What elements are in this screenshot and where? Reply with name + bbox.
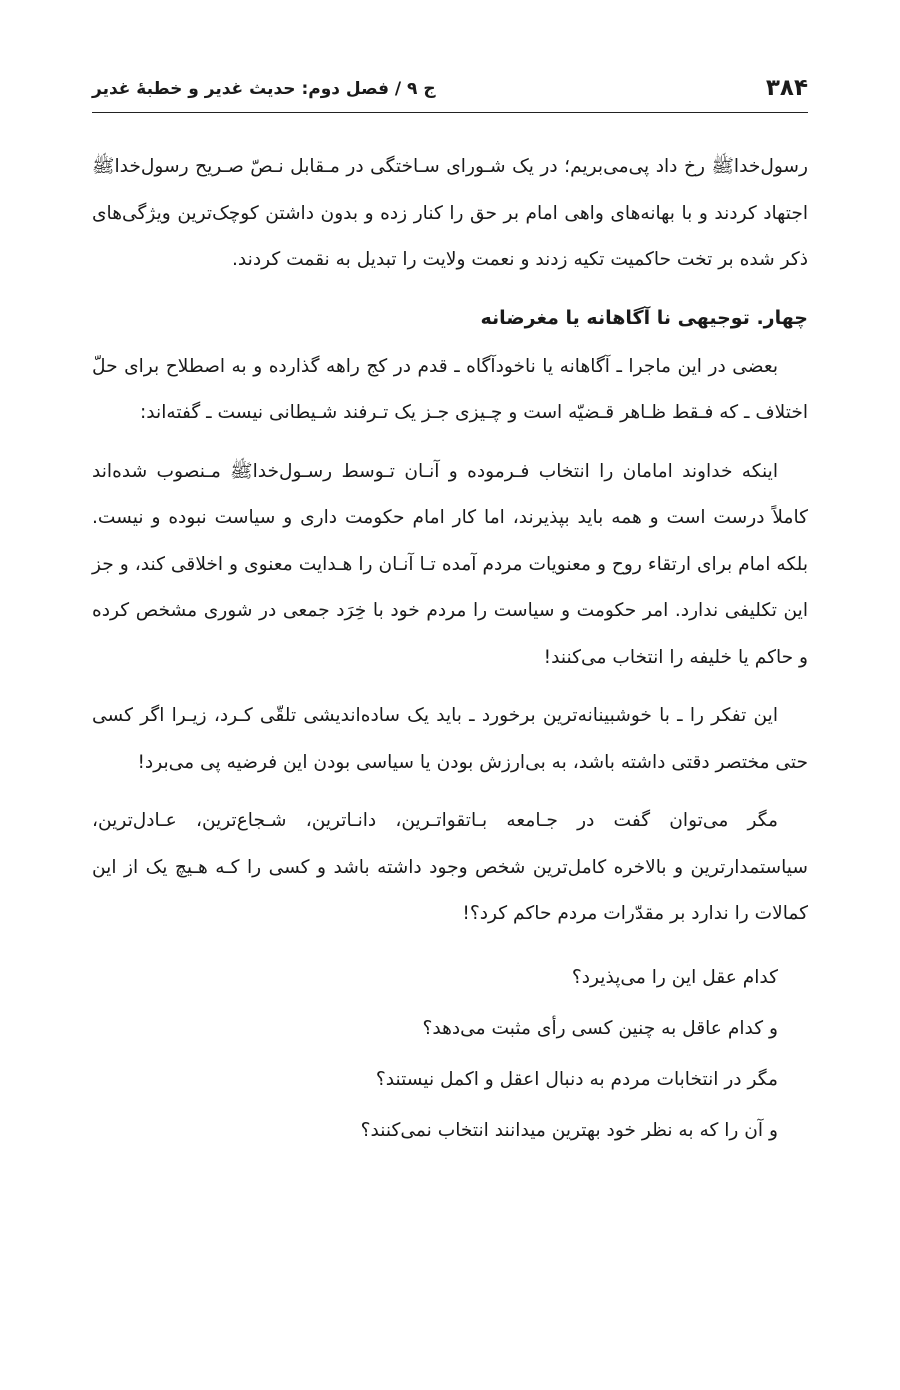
book-page [92, 0, 808, 1390]
section-heading: چهار. توجیهی نا آگاهانه یا مغرضانه [480, 306, 808, 329]
paragraph-quoted-claim: اینکه خداوند امامان را انتخاب فـرموده و آنـان تـوسط رسـول‌خداﷺ مـنصوب شده‌اند کاملاً درست است و همه باید بپذیرند، اما کار امام حکومت داری و سیاست نبوده و نیست. بلکه امام برای ارتقاء روح و معنویات مردم آمده تـا آنـان را هـدایت معنوی و اخلاقی کند، و جز این تکلیفی ندارد. امر حکومت و سیاست را مردم خود با خِرَد جمعی در شوری مشخص کرده و حاکم یا خلیفه را انتخاب می‌کنند! [92, 460, 808, 668]
page-body [92, 144, 808, 1156]
page-header [92, 70, 808, 113]
paragraph-rebuttal: این تفکر را ـ با خوشبینانه‌ترین برخورد ـ باید یک ساده‌اندیشی تلقّی کـرد، زیـرا اگر کسی حتی مختصر دقتی داشته باشد، به بی‌ارزش بودن یا سیاسی بودن این فرضیه پی می‌برد! [92, 705, 808, 773]
questions-list [92, 952, 808, 1156]
paragraph-question: مگر می‌توان گفت در جـامعه بـاتقواتـرین، دانـاترین، شـجاع‌ترین، عـادل‌ترین، سیاستمدارترین و بالاخره کامل‌ترین شخص وجود داشته باشد و کسی را کـه هـیچ یک از این کمالات را ندارد بر مقدّرات مردم حاکم کرد؟! [92, 810, 808, 924]
running-title: ج ۹ / فصل دوم: حدیث غدیر و خطبهٔ غدیر [92, 79, 436, 99]
question-line: مگر در انتخابات مردم به دنبال اعقل و اکمل نیستند؟ [375, 1068, 778, 1090]
paragraph-claim-intro: بعضی در این ماجرا ـ آگاهانه یا ناخودآگاه ـ قدم در کج راهه گذارده و به اصطلاح برای حلّ اختلاف ـ که فـقط ظـاهر قـضیّه است و چـیزی جـز یک تـرفند شـیطانی نیست ـ گفته‌اند: [92, 355, 808, 423]
question-line: و آن را که به نظر خود بهترین میدانند انتخاب نمی‌کنند؟ [360, 1119, 778, 1141]
paragraph-continuation: رسول‌خداﷺ رخ داد پی‌می‌بریم؛ در یک شـورای سـاختگی در مـقابل نـصّ صـریح رسول‌خداﷺ اجتهاد کردند و با بهانه‌های واهی امام بر حق را کنار زده و بدون داشتن کوچک‌ترین ویژگی‌های ذکر شده بر تخت حاکمیت تکیه زدند و نعمت ولایت را تبدیل به نقمت کردند. [92, 156, 808, 270]
page-number: ۳۸۴ [765, 75, 808, 101]
question-line: و کدام عاقل به چنین کسی رأی مثبت می‌دهد؟ [422, 1017, 778, 1039]
question-line: کدام عقل این را می‌پذیرد؟ [571, 966, 778, 988]
